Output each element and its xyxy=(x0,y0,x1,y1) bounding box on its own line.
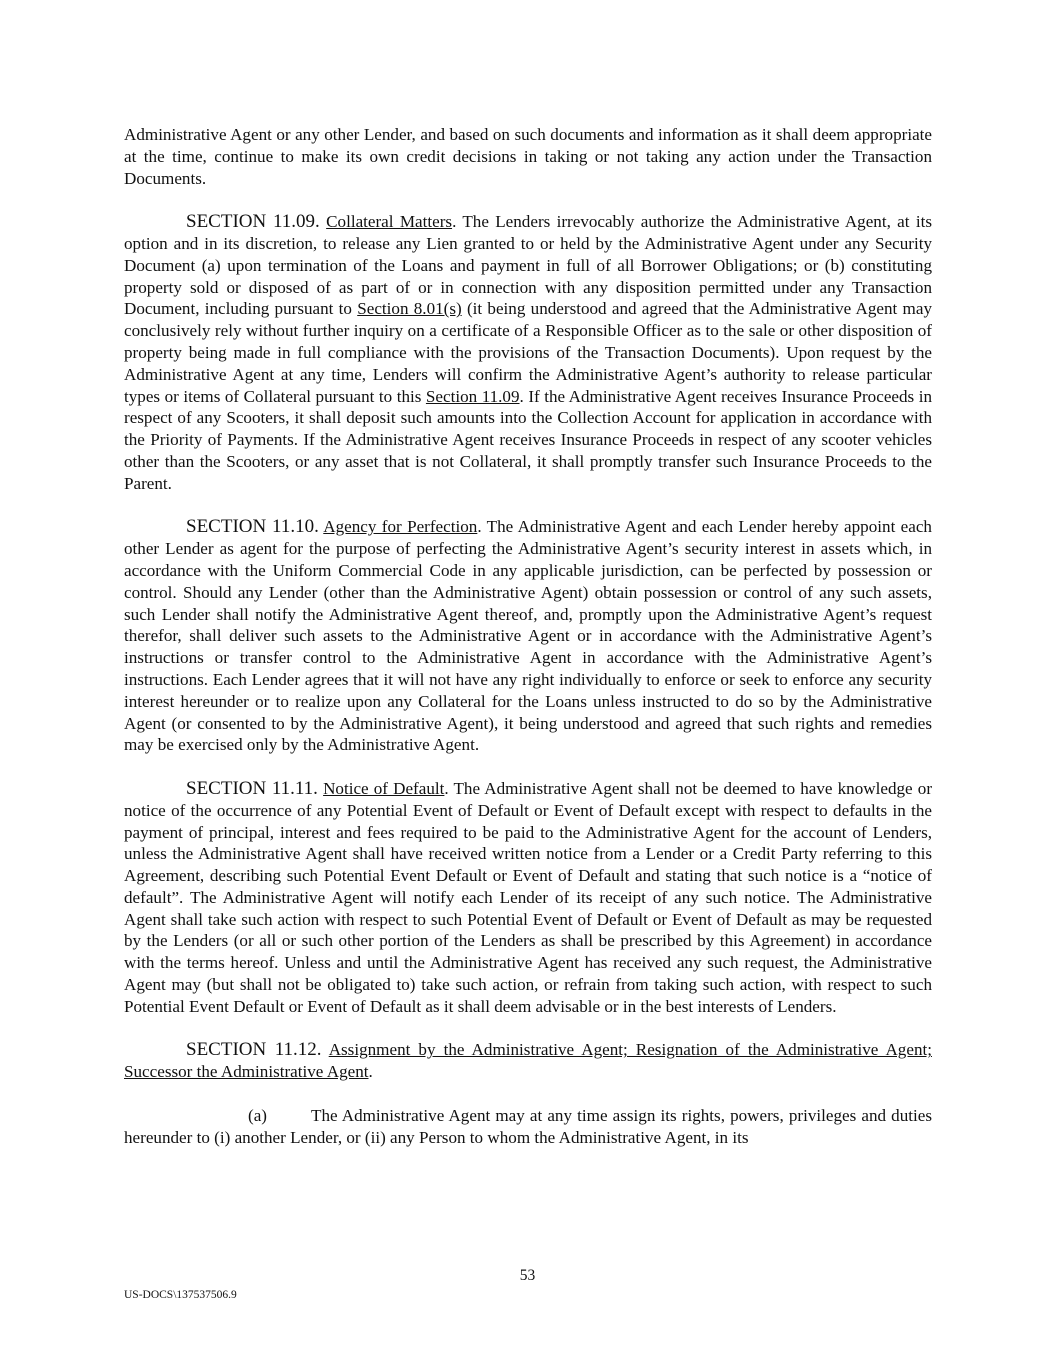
section-body: . xyxy=(368,1062,373,1082)
intro-paragraph: Administrative Agent or any other Lender, and based on such documents and information as it shall deem appropriate at the time, continue to make its own credit decisions in taking or not taking any action under the Transaction Documents. xyxy=(124,125,932,188)
document-page xyxy=(124,124,932,1170)
section-heading: Assignment by the Administrative Agent; Resignation of the Administrative Agent; Successor the Administrative Agent xyxy=(124,1040,932,1082)
cross-reference: Section 11.09 xyxy=(425,386,520,406)
section-11-12 xyxy=(124,1039,932,1083)
section-11-11 xyxy=(124,778,932,1018)
section-number: SECTION 11.12. xyxy=(186,1039,322,1061)
section-body: . If the Administrative Agent receives Insurance Proceeds in respect of any Scooters, it shall deposit such amounts into the Collection Account for application in accordance with the Priority of Payments. If the Administrative Agent receives Insurance Proceeds in respect of any scooter vehicles other than the Scooters, or any asset that is not Collateral, it shall promptly transfer such Insurance Proceeds to the Parent. xyxy=(124,386,932,493)
page-number: 53 xyxy=(519,1267,536,1284)
section-heading: Collateral Matters xyxy=(326,212,453,232)
section-number: SECTION 11.10. xyxy=(186,516,319,538)
section-11-10 xyxy=(124,516,932,756)
section-body: . The Administrative Agent shall not be deemed to have knowledge or notice of the occurrence of any Potential Event of Default or Event of Default except with respect to defaults in the payment of principal, interest and fees required to be paid to the Administrative Agent for the account of Lenders, unless the Administrative Agent shall have received written notice from a Lender or a Credit Party referring to this Agreement, describing such Potential Event Default or Event of Default and stating that such notice is a “notice of default”. The Administrative Agent will notify each Lender of its receipt of any such notice. The Administrative Agent shall take such action with respect to such Potential Event of Default or Event of Default as may be requested by the Lenders (or all or such other portion of the Lenders as shall be prescribed by this Agreement) in accordance with the terms hereof. Unless and until the Administrative Agent has received any such request, the Administrative Agent may (but shall not be obligated to) take such action, or refrain from taking such action, with respect to such Potential Event Default or Event of Default as it shall deem advisable or in the best interests of Lenders. xyxy=(124,778,933,1016)
section-number: SECTION 11.11. xyxy=(186,777,318,799)
document-id: US-DOCS\137537506.9 xyxy=(124,1289,237,1301)
section-body: . The Administrative Agent and each Lender hereby appoint each other Lender as agent for the purpose of perfecting the Administrative Agent’s security interest in assets which, in accordance with the Uniform Commercial Code in any applicable jurisdiction, can be perfected by possession or control. Should any Lender (other than the Administrative Agent) obtain possession or control of any such assets, such Lender shall notify the Administrative Agent thereof, and, promptly upon the Administrative Agent’s request therefor, shall deliver such assets to the Administrative Agent or in accordance with the Administrative Agent’s instructions or transfer control to the Administrative Agent in accordance with the Administrative Agent’s instructions. Each Lender agrees that it will not have any right individually to enforce or seek to enforce any security interest hereunder or to realize upon any Collateral for the Loans unless instructed to do so by the Administrative Agent (or consented to by the Administrative Agent), it being understood and agreed that such rights and remedies may be exercised only by the Administrative Agent. xyxy=(124,517,932,755)
section-11-09: SECTION 11.09. Collateral Matters. The Lenders irrevocably authorize the Administrative Agent, at its option and in its discretion, to release any Lien granted to or held by the Administrative Agent under any Security Document (a) upon termination of the Loans and payment in full of all Borrower Obligations; or (b) constituting property sold or disposed of as part of or in connection with any disposition permitted under any Transaction Document, including pursuant to Section 8.01(s) (it being understood and agreed that the Administrative Agent may conclusively rely without further inquiry on a certificate of a Responsible Officer as to the sale or other disposition of property being made in full compliance with the provisions of the Transaction Documents). Upon request by the Administrative Agent at any time, Lenders will confirm the Administrative Agent’s authority to release particular types or items of Collateral pursuant to this Section 11.09. If the Administrative Agent receives Insurance Proceeds in respect of any Scooters, it shall deposit such amounts into the Collection Account for application in accordance with the Priority of Payments. If the Administrative Agent receives Insurance Proceeds in respect of any scooter vehicles other than the Scooters, or any asset that is not Collateral, it shall promptly transfer such Insurance Proceeds to the Parent. xyxy=(124,211,932,493)
subsection-a xyxy=(124,1105,932,1149)
section-heading: Agency for Perfection xyxy=(323,517,478,537)
section-heading: Notice of Default xyxy=(323,778,445,798)
subsection-body: The Administrative Agent may at any time assign its rights, powers, privileges and duties hereunder to (i) another Lender, or (ii) any Person to whom the Administrative Agent, in its xyxy=(124,1105,932,1147)
subsection-label: (a) xyxy=(248,1105,267,1125)
cross-reference: Section 8.01(s) xyxy=(357,299,462,319)
section-number: SECTION 11.09. xyxy=(186,211,320,233)
section-body: The Lenders irrevocably authorize the Administrative Agent, at its option and in its discretion, to release any Lien granted to or held by the Administrative Agent under any Security Document (a) upon termination of the Loans and payment in full of all Borrower Obligations; or (b) constituting property sold or disposed of as part of or in connection with any disposition permitted under any Transaction Document, including pursuant to xyxy=(124,212,932,319)
section-body: (it being understood and agreed that the Administrative Agent may conclusively rely without further inquiry on a certificate of a Responsible Officer as to the sale or other disposition of property being made in full compliance with the provisions of the Transaction Documents). Upon request by the Administrative Agent at any time, Lenders will confirm the Administrative Agent’s authority to release particular types or items of Collateral pursuant to this xyxy=(124,299,932,406)
